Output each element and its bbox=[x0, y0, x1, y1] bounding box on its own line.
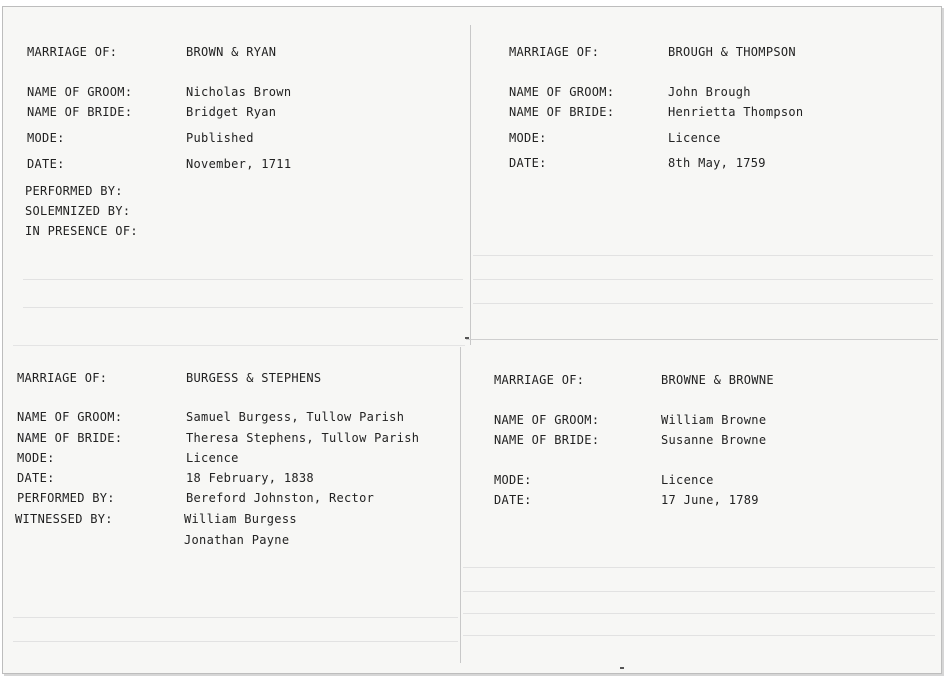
vertical-divider-top bbox=[470, 25, 471, 345]
mode-label: MODE: bbox=[17, 451, 55, 465]
performed-by-label: PERFORMED BY: bbox=[17, 491, 115, 505]
date-value: 8th May, 1759 bbox=[668, 156, 766, 170]
groom-value: Nicholas Brown bbox=[186, 85, 292, 99]
bride-value: Theresa Stephens, Tullow Parish bbox=[186, 431, 420, 445]
marriage-of-value: BROUGH & THOMPSON bbox=[668, 45, 796, 59]
performed-by-label: PERFORMED BY: bbox=[25, 184, 123, 198]
date-label: DATE: bbox=[509, 156, 547, 170]
ruled-line bbox=[23, 307, 463, 308]
ruled-line bbox=[463, 567, 935, 568]
groom-label: NAME OF GROOM: bbox=[494, 413, 600, 427]
ruled-line bbox=[13, 617, 458, 618]
ruled-line bbox=[13, 641, 458, 642]
mode-value: Published bbox=[186, 131, 254, 145]
vertical-divider-bottom bbox=[460, 347, 461, 663]
bride-value: Bridget Ryan bbox=[186, 105, 277, 119]
in-presence-of-label: IN PRESENCE OF: bbox=[25, 224, 138, 238]
horizontal-divider-right bbox=[466, 339, 938, 340]
performed-by-value: Bereford Johnston, Rector bbox=[186, 491, 375, 505]
marriage-of-label: MARRIAGE OF: bbox=[494, 373, 585, 387]
date-value: 17 June, 1789 bbox=[661, 493, 759, 507]
date-label: DATE: bbox=[27, 157, 65, 171]
bride-label: NAME OF BRIDE: bbox=[494, 433, 600, 447]
bride-label: NAME OF BRIDE: bbox=[17, 431, 123, 445]
groom-value: William Browne bbox=[661, 413, 767, 427]
mode-label: MODE: bbox=[509, 131, 547, 145]
record-sheet bbox=[2, 6, 942, 674]
mode-value: Licence bbox=[661, 473, 714, 487]
marriage-of-value: BURGESS & STEPHENS bbox=[186, 371, 322, 385]
solemnized-by-label: SOLEMNIZED BY: bbox=[25, 204, 131, 218]
ruled-line bbox=[463, 613, 935, 614]
ruled-line bbox=[473, 255, 933, 256]
groom-label: NAME OF GROOM: bbox=[27, 85, 133, 99]
horizontal-divider-left bbox=[13, 345, 465, 346]
witnessed-by-label: WITNESSED BY: bbox=[15, 512, 113, 526]
ruled-line bbox=[463, 591, 935, 592]
date-value: November, 1711 bbox=[186, 157, 292, 171]
bride-label: NAME OF BRIDE: bbox=[509, 105, 615, 119]
ruled-line bbox=[473, 279, 933, 280]
marriage-of-label: MARRIAGE OF: bbox=[17, 371, 108, 385]
ruled-line bbox=[473, 303, 933, 304]
ruled-line bbox=[23, 279, 463, 280]
groom-value: John Brough bbox=[668, 85, 751, 99]
marriage-of-label: MARRIAGE OF: bbox=[509, 45, 600, 59]
bride-value: Susanne Browne bbox=[661, 433, 767, 447]
groom-label: NAME OF GROOM: bbox=[17, 410, 123, 424]
witnessed-by-value: William Burgess bbox=[184, 512, 297, 526]
mode-label: MODE: bbox=[27, 131, 65, 145]
date-label: DATE: bbox=[17, 471, 55, 485]
date-value: 18 February, 1838 bbox=[186, 471, 314, 485]
second-witness-value: Jonathan Payne bbox=[184, 533, 290, 547]
marriage-of-value: BROWN & RYAN bbox=[186, 45, 277, 59]
marriage-of-label: MARRIAGE OF: bbox=[27, 45, 118, 59]
bride-label: NAME OF BRIDE: bbox=[27, 105, 133, 119]
mode-value: Licence bbox=[186, 451, 239, 465]
mode-value: Licence bbox=[668, 131, 721, 145]
registration-mark bbox=[465, 337, 469, 339]
registration-mark bbox=[620, 667, 624, 669]
date-label: DATE: bbox=[494, 493, 532, 507]
bride-value: Henrietta Thompson bbox=[668, 105, 804, 119]
groom-label: NAME OF GROOM: bbox=[509, 85, 615, 99]
mode-label: MODE: bbox=[494, 473, 532, 487]
groom-value: Samuel Burgess, Tullow Parish bbox=[186, 410, 405, 424]
ruled-line bbox=[463, 635, 935, 636]
marriage-of-value: BROWNE & BROWNE bbox=[661, 373, 774, 387]
